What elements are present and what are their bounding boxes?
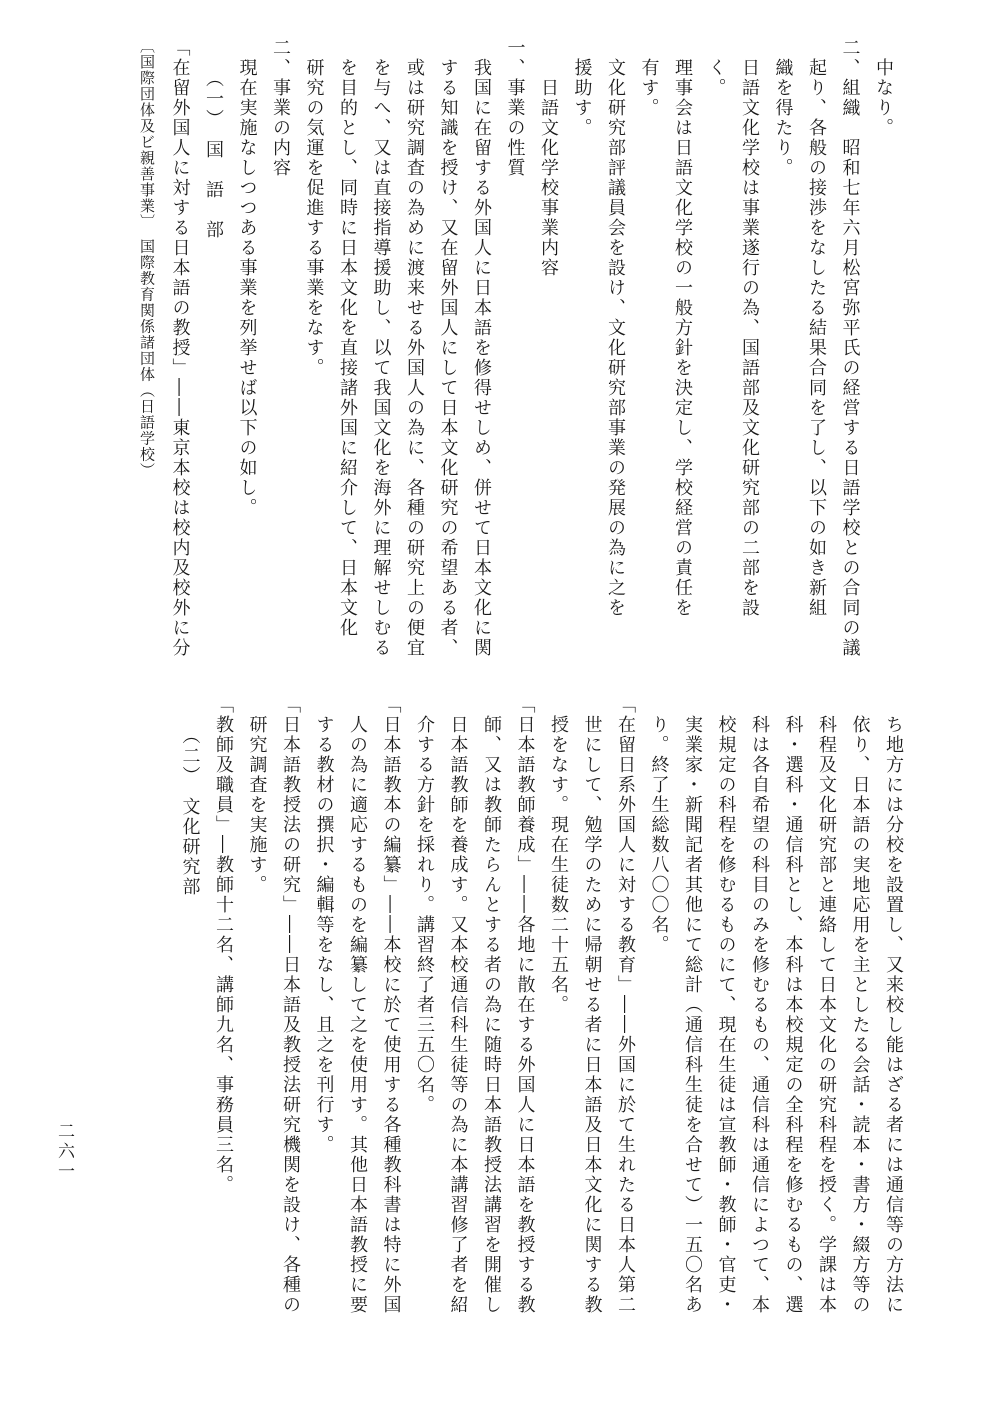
text-line: 「日本語教師養成」――各地に散在する外国人に日本語を教授する教 <box>514 695 536 1315</box>
section-heading-content: 二、事業の内容 <box>270 38 291 178</box>
text-line: 起り、各般の接渉をなしたる結果合同を了し、以下の如き新組 <box>806 38 827 618</box>
text-line: 授をなす。現在生徒数二十五名。 <box>548 695 569 1015</box>
text-line: を与へ、又は直接指導援助し、以て我国文化を海外に理解せしむる <box>370 38 392 658</box>
text-line: 我国に在留する外国人に日本語を修得せしめ、併せて日本文化に関 <box>471 38 492 658</box>
text-line: 日本語教師を養成す。又本校通信科生徒等の為に本講習修了者を紹 <box>447 695 469 1315</box>
text-line: 科・選科・通信科とし、本科は本校規定の全科程を修むるもの、選 <box>782 695 804 1315</box>
text-line: 科は各自希望の科目のみを修むるもの、通信科は通信によつて、本 <box>749 695 770 1315</box>
text-line: ち地方には分校を設置し、又来校し能はざる者には通信等の方法に <box>883 695 904 1315</box>
text-line: する教材の撰択・編輯等をなし、且之を刊行す。 <box>313 695 335 1155</box>
text-line: 科程及文化研究部と連絡して日本文化の研究科程を授く。学課は本 <box>816 695 837 1315</box>
text-line: 実業家・新聞記者其他にて総計（通信科生徒を合せて）一五〇名あ <box>682 695 703 1315</box>
text-line: 研究の気運を促進する事業をなす。 <box>303 38 325 378</box>
text-line: り。終了生総数八〇〇名。 <box>648 695 670 955</box>
subheading-business-content: 日語文化学校事業内容 <box>538 38 559 278</box>
text-line: 研究調査を実施す。 <box>246 695 268 895</box>
text-line: 師、又は教師たらんとする者の為に随時日本語教授法講習を開催し <box>481 695 502 1315</box>
text-line: 日語文化学校は事業遂行の為、国語部及文化研究部の二部を設 <box>739 38 760 618</box>
text-line: 「在留外国人に対する日本語の教授」――東京本校は校内及校外に分 <box>169 38 191 658</box>
text-line: 「在留日系外国人に対する教育」――外国に於て生れたる日本人第二 <box>615 695 636 1315</box>
upper-text-block <box>40 38 900 668</box>
text-line: する知識を授け、又在留外国人にして日本文化研究の希望ある者、 <box>437 38 459 658</box>
text-line: 「日本語教授法の研究」――日本語及教授法研究機関を設け、各種の <box>280 695 301 1315</box>
running-header: 〔国際団体及ビ親善事業〕 国際教育関係諸団体（日語学校） <box>138 38 156 479</box>
section-heading-nature: 一、事業の性質 <box>504 38 526 178</box>
text-line: 或は研究調査の為めに渡来せる外国人の為に、各種の研究上の便宜 <box>404 38 425 658</box>
text-line: 有す。 <box>638 38 660 118</box>
text-line: を目的とし、同時に日本文化を直接諸外国に紹介して、日本文化 <box>337 38 358 638</box>
subheading-language-dept: （一） 国 語 部 <box>203 38 224 240</box>
text-line: 「日本語教本の編纂」――本校に於て使用する各種教科書は特に外国 <box>380 695 402 1315</box>
text-line: く。 <box>705 38 727 98</box>
text-line: 織を得たり。 <box>772 38 794 178</box>
section-heading-organization: 二、組織 昭和七年六月松宮弥平氏の経営する日語学校との合同の議 <box>839 38 861 658</box>
text-line: 人の為に適応するものを編纂して之を使用す。其他日本語教授に要 <box>347 695 368 1315</box>
text-line: 援助す。 <box>571 38 593 138</box>
text-line: 介する方針を採れり。講習終了者三五〇名。 <box>414 695 435 1115</box>
text-line: 「教師及職員」―教師十二名、講師九名、事務員三名。 <box>213 695 234 1195</box>
page-number: 二六一 <box>54 1122 74 1182</box>
subheading-culture-research-dept: （二） 文化研究部 <box>179 695 201 897</box>
text-line: 世にして、勉学のために帰朝せる者に日本語及日本文化に関する教 <box>581 695 603 1315</box>
text-line: 中なり。 <box>873 38 894 138</box>
text-line: 文化研究部評議員会を設け、文化研究部事業の発展の為に之を <box>605 38 626 618</box>
text-line: 理事会は日語文化学校の一般方針を決定し、学校経営の責任を <box>672 38 693 618</box>
text-line: 現在実施なしつつある事業を列挙せば以下の如し。 <box>236 38 258 518</box>
text-line: 校規定の科程を修むるものにて、現在生徒は宣教師・教師・官吏・ <box>715 695 737 1315</box>
lower-text-block <box>40 695 910 1335</box>
text-line: 依り、日本語の実地応用を主としたる会話・読本・書方・綴方等の <box>849 695 871 1315</box>
